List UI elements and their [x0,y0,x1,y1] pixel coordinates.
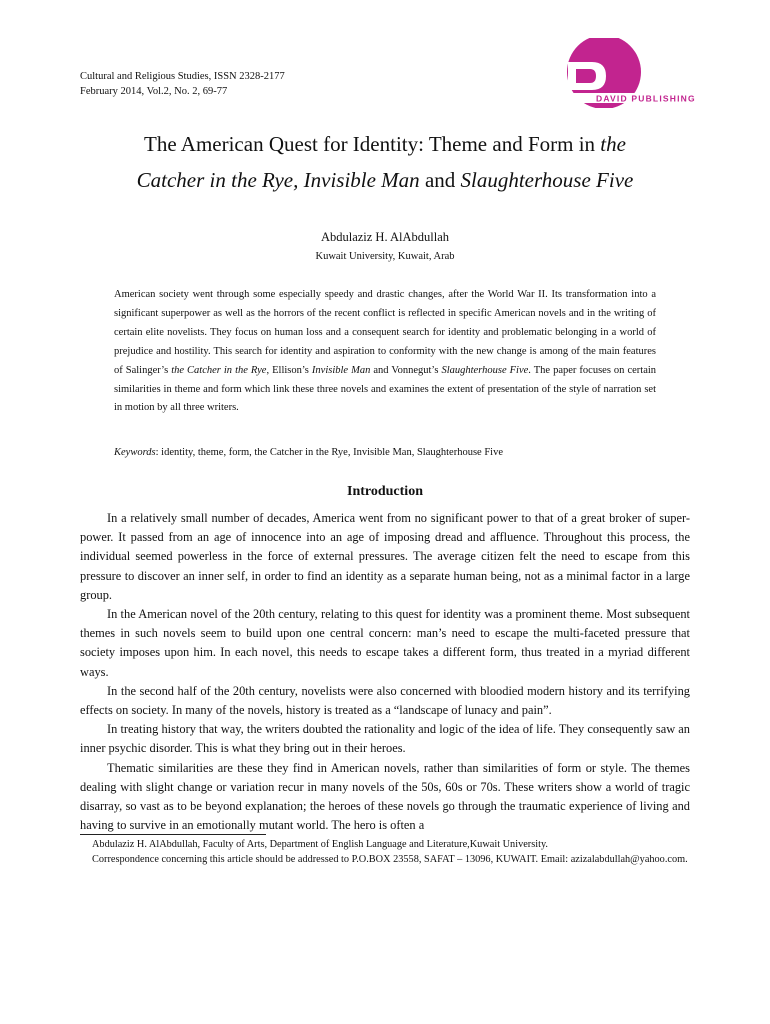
abstract-text-1: American society went through some especially speedy and drastic changes, after the World War II. Its transformation into a significant superpower as well as the horrors of the recent conflict is reflected in specific American novels and in the writing of certain elite novelists. They focus on human loss and a consequent search for identity and problematic belonging in a world of prejudice and hostility. This search for identity and aspiration to conformity with the new change is among of the main features of Salinger’s [114,289,656,376]
footnote-divider [80,834,266,835]
logo-mark-icon [562,38,702,108]
abstract-italic-1: the Catcher in the Rye [171,364,267,376]
paragraph: In a relatively small number of decades, America went from no significant power to that of a great broker of super-power. It passed from an age of innocence into an age of imposing dread and affluence. Throughout this process, the individual seemed powerless in the force of external pressures. The average citizen felt the need to escape from this pressure to discover an inner self, in order to find an identity as a separate human being, not as a minimal factor in a large group. [80,511,690,602]
abstract-italic-2: Invisible Man [311,364,371,376]
title-and: and [419,168,461,192]
paragraph: In the American novel of the 20th century, relating to this quest for identity was a prominent theme. Most subsequent themes in such novels seem to build upon one central concern: man’s need to escape the multi-faceted pressure that society imposes upon him. In each novel, this needs to escape takes a different form, thus treated in a myriad different ways. [80,607,690,679]
title-part1: The American Quest for Identity: Theme and Form in [144,132,601,156]
footnote [80,838,690,867]
keywords-label: Keywords [114,447,156,458]
abstract [114,286,656,418]
abstract-text-3: and Vonnegut’s [370,364,442,376]
journal-issue: February 2014, Vol.2, No. 2, 69-77 [80,86,228,97]
title-italic-catcher: Catcher in the Rye, Invisible Man [136,168,420,192]
section-heading: Introduction [347,484,423,499]
footnote-correspondence: Correspondence concerning this article should be addressed to P.O.BOX 23558, SAFAT – 13096, KUWAIT. Email: azizalabdullah@yahoo.com. [92,853,688,865]
abstract-text-4: . The paper focuses on certain similarities in theme and form which link these three novels and examines the extent of presentation of the style of narration set in motion by all three writers. [114,364,657,414]
title-italic-the: the [600,132,626,156]
journal-issn: Cultural and Religious Studies, ISSN 2328-2177 [80,71,285,82]
title-italic-slaughterhouse: Slaughterhouse Five [460,168,634,192]
abstract-italic-3: Slaughterhouse Five [441,364,529,376]
abstract-text-2: , Ellison’s [266,364,312,376]
body-text [80,509,690,835]
keywords [114,447,656,458]
author-affiliation: Kuwait University, Kuwait, Arab [315,251,455,262]
david-publishing-logo [562,38,702,108]
author-name: Abdulaziz H. AlAbdullah [320,230,450,244]
paragraph: Thematic similarities are these they find in American novels, rather than similarities of form or style. The themes dealing with slight change or variation recur in many novels of the 50s, 60s or 70s. These writers show a world of tragic disarray, so vast as to be beyond explanation; the heroes of these novels go through the traumatic experience of living and having to survive in an emotionally mutant world. The hero is often a [80,760,690,833]
paragraph: In the second half of the 20th century, novelists were also concerned with bloodied modern history and its terrifying effects on society. In many of the novels, history is treated as a “landscape of lunacy and pain”. [80,683,690,718]
journal-info [80,69,285,99]
keywords-text: : identity, theme, form, the Catcher in the Rye, Invisible Man, Slaughterhouse Five [155,447,503,458]
paragraph: In treating history that way, the writers doubted the rationality and logic of the idea of life. They consequently saw an inner psychic disorder. This is what they bring out in their heroes. [80,722,690,756]
logo-text: DAVID PUBLISHING [596,93,696,104]
footnote-affiliation: Abdulaziz H. AlAbdullah, Faculty of Arts, Department of English Language and Literature,Kuwait University. [92,839,548,850]
paper-title [60,126,710,198]
